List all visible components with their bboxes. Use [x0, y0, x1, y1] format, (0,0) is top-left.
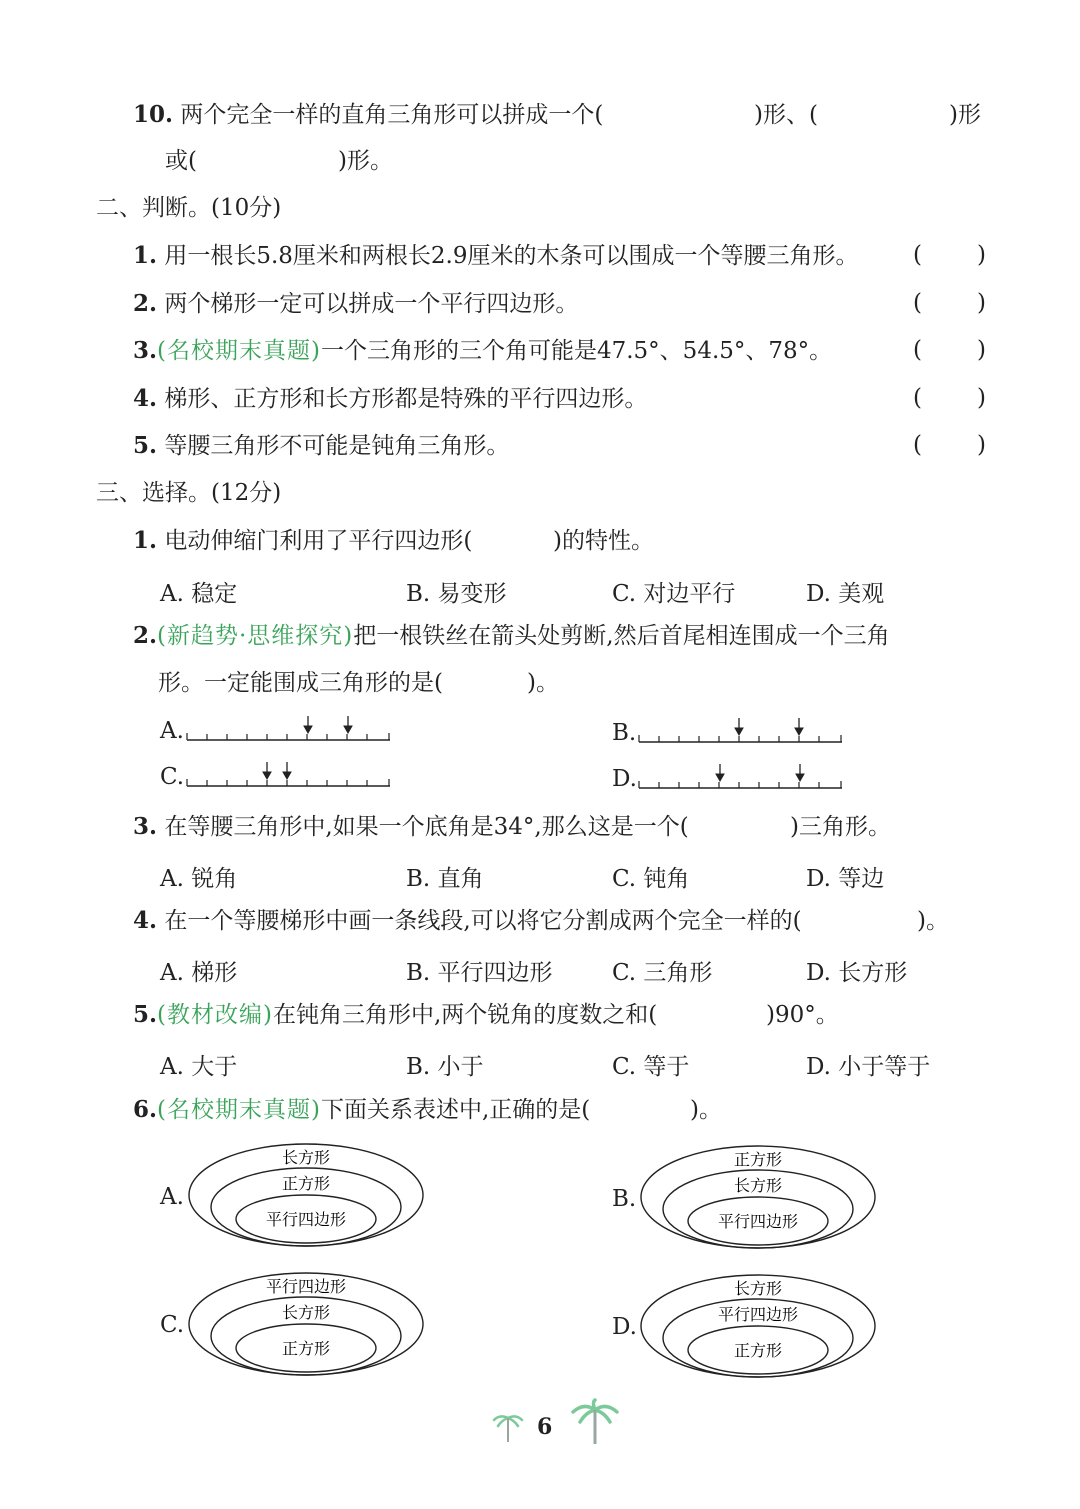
q10-text-c: )形 — [949, 102, 981, 128]
choice-q5-tag: (教材改编) — [157, 1002, 273, 1028]
judge-4-text: 梯形、正方形和长方形都是特殊的平行四边形。 — [164, 386, 648, 412]
judge-item-5 — [133, 431, 509, 461]
choice-q6-num: 6. — [133, 1096, 158, 1123]
q4-option-a[interactable]: A. 梯形 — [160, 960, 238, 986]
judge-item-4 — [133, 384, 647, 414]
q6-c-outer: 平行四边形 — [265, 1277, 347, 1296]
choice-q2-line2: 形。一定能围成三角形的是( — [158, 670, 443, 696]
q1-option-d[interactable]: D. 美观 — [806, 581, 885, 607]
judge-2-text: 两个梯形一定可以拼成一个平行四边形。 — [164, 291, 579, 317]
q2-ruler-c[interactable] — [185, 760, 395, 790]
judge-3-text: 一个三角形的三个角可能是47.5°、54.5°、78°。 — [320, 338, 833, 364]
q3-option-a[interactable]: A. 锐角 — [160, 866, 238, 892]
judge-item-1 — [133, 241, 858, 271]
choice-q1-text-end: )的特性。 — [553, 528, 654, 554]
q6-diagram-b[interactable] — [638, 1143, 878, 1251]
q5-option-b[interactable]: B. 小于 — [406, 1054, 484, 1080]
arrow-icon — [716, 764, 804, 781]
q6-option-a-label[interactable]: A. — [160, 1184, 184, 1210]
q2-option-c-label[interactable]: C. — [160, 764, 185, 790]
q2-ruler-b[interactable] — [637, 716, 847, 746]
q10-text-d: 或( — [165, 148, 197, 174]
q10-line1 — [133, 100, 603, 130]
q6-diagram-c[interactable] — [186, 1270, 426, 1378]
choice-q5-text-end: )90°。 — [766, 1002, 839, 1028]
answer-paren-close-4: ) — [977, 385, 986, 411]
arrow-icon — [263, 762, 291, 779]
choice-q4-num: 4. — [133, 907, 158, 934]
q6-a-outer: 长方形 — [281, 1148, 331, 1167]
choice-q3 — [133, 812, 689, 842]
q6-b-outer: 正方形 — [733, 1150, 783, 1169]
choice-q6 — [133, 1095, 590, 1125]
q6-b-inner: 平行四边形 — [717, 1212, 799, 1231]
judge-1-num: 1. — [133, 242, 158, 269]
q10-text-e: )形。 — [338, 148, 393, 174]
q6-d-outer: 长方形 — [733, 1279, 783, 1298]
q1-option-c[interactable]: C. 对边平行 — [612, 581, 736, 607]
choice-q1-text: 电动伸缩门利用了平行四边形( — [164, 528, 473, 554]
q4-option-c[interactable]: C. 三角形 — [612, 960, 713, 986]
q2-ruler-a[interactable] — [185, 714, 395, 744]
q6-a-middle: 正方形 — [281, 1174, 331, 1193]
judge-item-2 — [133, 289, 578, 319]
q6-a-inner: 平行四边形 — [265, 1210, 347, 1229]
q2-ruler-d[interactable] — [637, 762, 847, 792]
arrow-icon — [735, 718, 803, 735]
q10-text-a: 两个完全一样的直角三角形可以拼成一个( — [180, 102, 604, 128]
q2-option-d-label[interactable]: D. — [612, 766, 637, 792]
judge-2-num: 2. — [133, 290, 158, 317]
choice-q4-text: 在一个等腰梯形中画一条线段,可以将它分割成两个完全一样的( — [164, 908, 802, 934]
q6-d-middle: 平行四边形 — [717, 1305, 799, 1324]
answer-paren-close-2: ) — [977, 290, 986, 316]
q6-d-inner: 正方形 — [733, 1341, 783, 1360]
judge-item-3 — [133, 336, 832, 366]
choice-q4-text-end: )。 — [917, 908, 949, 934]
judge-4-num: 4. — [133, 385, 158, 412]
choice-q1 — [133, 526, 472, 556]
choice-q3-text: 在等腰三角形中,如果一个底角是34°,那么这是一个( — [164, 814, 689, 840]
q10-text-b: )形、( — [754, 102, 818, 128]
answer-paren-open-3[interactable]: ( — [913, 337, 922, 363]
palm-tree-icon — [490, 1408, 526, 1444]
q3-option-c[interactable]: C. 钝角 — [612, 866, 690, 892]
q6-c-middle: 长方形 — [281, 1303, 331, 1322]
q3-option-b[interactable]: B. 直角 — [406, 866, 484, 892]
q4-option-b[interactable]: B. 平行四边形 — [406, 960, 553, 986]
q3-option-d[interactable]: D. 等边 — [806, 866, 885, 892]
judge-3-num: 3. — [133, 337, 158, 364]
choice-q5 — [133, 1000, 657, 1030]
q6-b-middle: 长方形 — [733, 1176, 783, 1195]
choice-q2-num: 2. — [133, 622, 158, 649]
choice-q1-num: 1. — [133, 527, 158, 554]
q4-option-d[interactable]: D. 长方形 — [806, 960, 908, 986]
answer-paren-open-1[interactable]: ( — [913, 242, 922, 268]
judge-1-text: 用一根长5.8厘米和两根长2.9厘米的木条可以围成一个等腰三角形。 — [164, 243, 859, 269]
arrow-icon — [304, 716, 352, 733]
judge-5-num: 5. — [133, 432, 158, 459]
judge-5-text: 等腰三角形不可能是钝角三角形。 — [164, 433, 510, 459]
answer-paren-open-2[interactable]: ( — [913, 290, 922, 316]
answer-paren-open-4[interactable]: ( — [913, 385, 922, 411]
q10-number: 10. — [133, 101, 174, 128]
choice-q6-text: 下面关系表述中,正确的是( — [320, 1097, 591, 1123]
q6-option-b-label[interactable]: B. — [612, 1186, 637, 1212]
page-number: 6 — [537, 1414, 553, 1440]
q5-option-d[interactable]: D. 小于等于 — [806, 1054, 931, 1080]
q6-diagram-a[interactable] — [186, 1141, 426, 1249]
choice-q6-tag: (名校期末真题) — [157, 1097, 321, 1123]
choice-q5-num: 5. — [133, 1001, 158, 1028]
palm-tree-icon-large — [568, 1398, 622, 1446]
q1-option-b[interactable]: B. 易变形 — [406, 581, 507, 607]
choice-q2-line2-end: )。 — [527, 670, 559, 696]
judge-3-tag: (名校期末真题) — [157, 338, 321, 364]
q1-option-a[interactable]: A. 稳定 — [160, 581, 238, 607]
q6-diagram-d[interactable] — [638, 1272, 878, 1380]
choice-q3-num: 3. — [133, 813, 158, 840]
q2-option-b-label[interactable]: B. — [612, 720, 637, 746]
choice-q2-tag: (新趋势·思维探究) — [157, 623, 354, 649]
choice-q6-text-end: )。 — [690, 1097, 722, 1123]
q5-option-a[interactable]: A. 大于 — [160, 1054, 238, 1080]
answer-paren-close-5: ) — [977, 432, 986, 458]
section3-heading: 三、选择。(12分) — [96, 480, 282, 506]
choice-q2 — [133, 621, 890, 651]
choice-q4 — [133, 906, 802, 936]
q6-c-inner: 正方形 — [281, 1339, 331, 1358]
q6-option-c-label[interactable]: C. — [160, 1312, 185, 1338]
answer-paren-open-5[interactable]: ( — [913, 432, 922, 458]
answer-paren-close-3: ) — [977, 337, 986, 363]
choice-q2-text: 把一根铁丝在箭头处剪断,然后首尾相连围成一个三角 — [353, 623, 890, 649]
section2-heading: 二、判断。(10分) — [96, 195, 282, 221]
q5-option-c[interactable]: C. 等于 — [612, 1054, 690, 1080]
q6-option-d-label[interactable]: D. — [612, 1314, 637, 1340]
q2-option-a-label[interactable]: A. — [160, 718, 184, 744]
choice-q5-text: 在钝角三角形中,两个锐角的度数之和( — [272, 1002, 658, 1028]
choice-q3-text-end: )三角形。 — [790, 814, 891, 840]
answer-paren-close-1: ) — [977, 242, 986, 268]
